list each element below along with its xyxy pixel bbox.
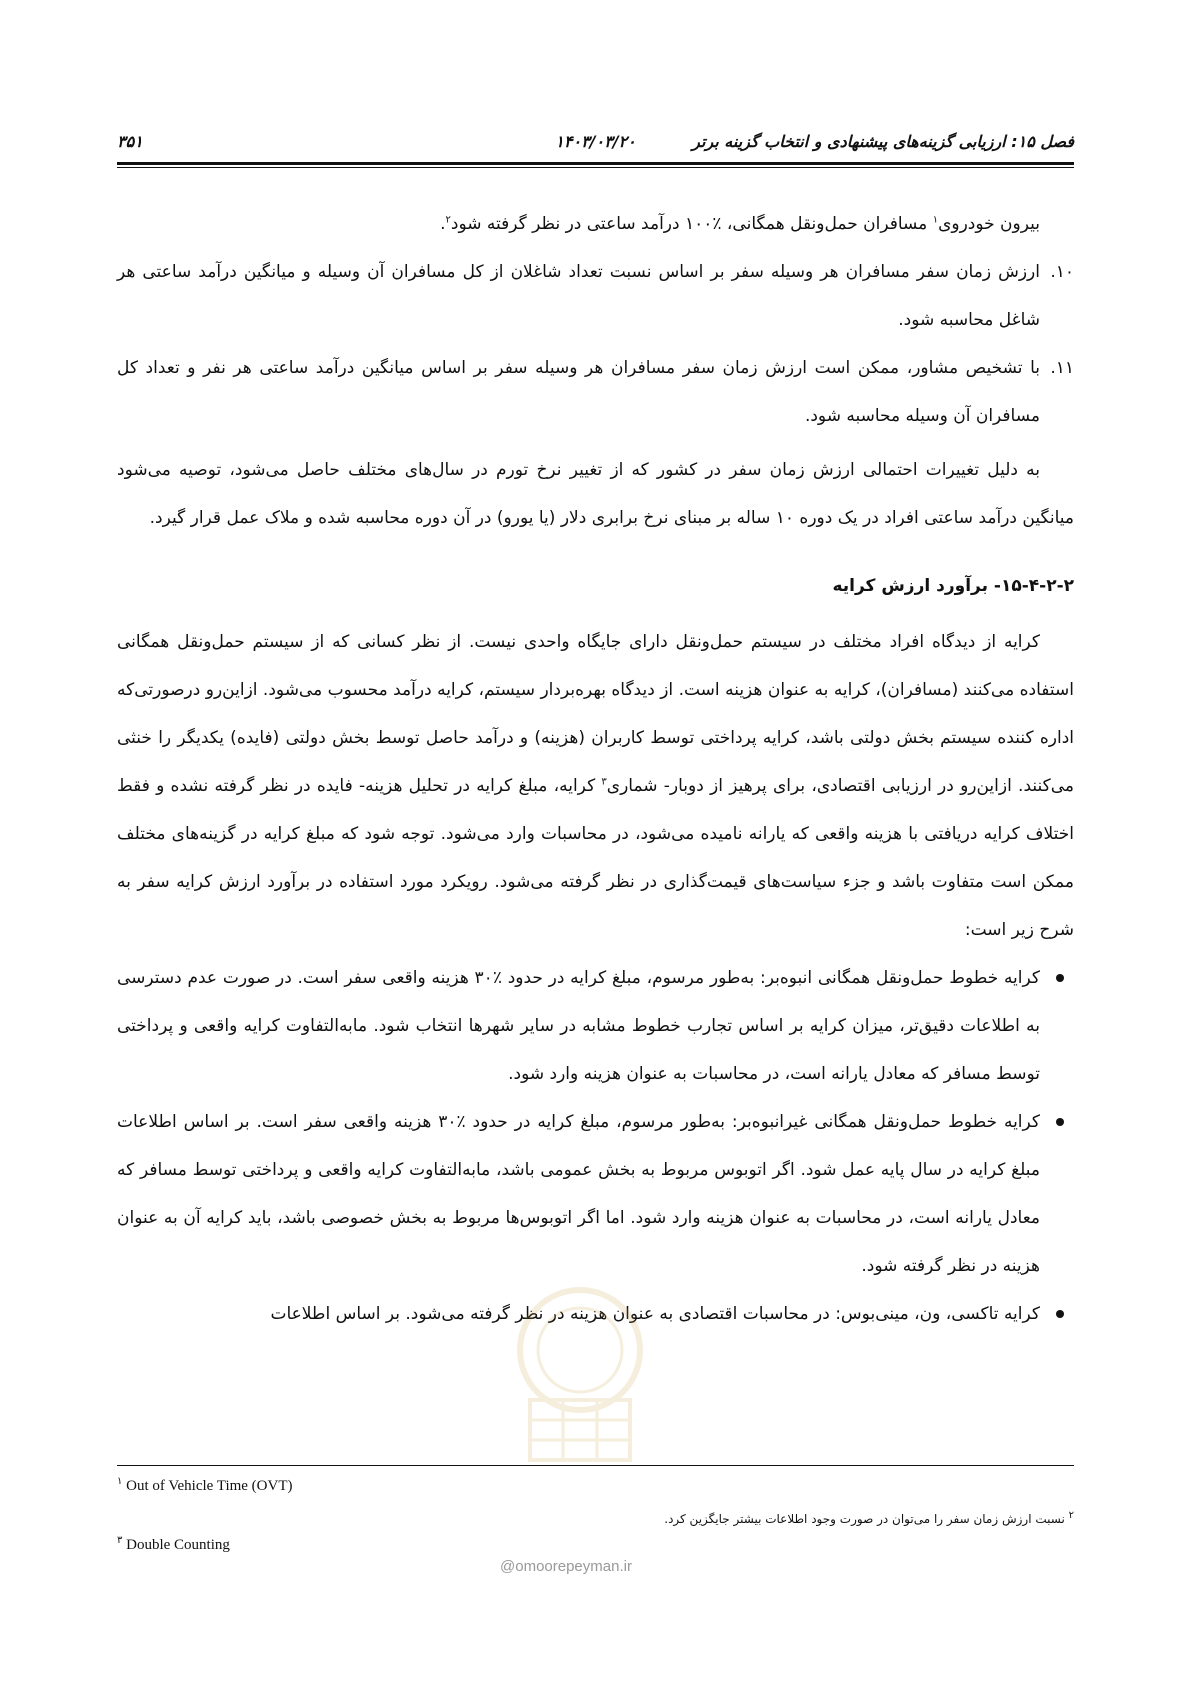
numbered-list [117, 248, 1074, 440]
bullet-icon [1056, 974, 1064, 982]
bullet-item: کرایه تاکسی، ون، مینی‌بوس: در محاسبات اقتصادی به عنوان هزینه در نظر گرفته می‌شود. بر اساس اطلاعات [117, 1290, 1074, 1338]
bullet-icon [1056, 1118, 1064, 1126]
footnote-rule [117, 1465, 1074, 1466]
footnote-3: $^۳$ Double Counting [117, 1535, 230, 1553]
footnote-2: $^۲$ نسبت ارزش زمان سفر را می‌توان در صورت وجود اطلاعات بیشتر جایگزین کرد. [664, 1510, 1074, 1526]
item-text: ارزش زمان سفر مسافران هر وسیله سفر بر اساس نسبت تعداد شاغلان از کل مسافران آن وسیله و میانگین درآمد ساعتی هر شاغل محاسبه شود. [117, 262, 1040, 330]
watermark-seal-icon [490, 1280, 670, 1480]
item-text: با تشخیص مشاور، ممکن است ارزش زمان سفر مسافران هر وسیله سفر بر اساس میانگین درآمد ساعتی هر نفر و تعداد کل مسافران آن وسیله محاسبه شود. [117, 358, 1040, 426]
bullet-item: کرایه خطوط حمل‌ونقل همگانی انبوه‌بر: به‌طور مرسوم، مبلغ کرایه در حدود ٪۳۰ هزینه واقعی سفر است. در صورت عدم دسترسی به اطلاعات دقیق‌تر، میزان کرایه بر اساس تجارب خطوط مشابه در سایر شهرها انتخاب شود. مابه‌التفاوت کرایه واقعی و پرداختی توسط مسافر که معادل یارانه است، در محاسبات به عنوان هزینه وارد شود. [117, 954, 1074, 1098]
header-rule [117, 162, 1074, 165]
list-item [117, 344, 1074, 440]
paragraph: به دلیل تغییرات احتمالی ارزش زمان سفر در کشور که از تغییر نرخ تورم در سال‌های مختلف حاصل می‌شود، توصیه می‌شود میانگین درآمد ساعتی افراد در یک دوره ۱۰ ساله بر مبنای نرخ برابری دلار (یا یورو) در آن دوره محاسبه شده و ملاک عمل قرار گیرد. [117, 460, 1074, 528]
bullet-icon [1056, 1310, 1064, 1318]
bullet-item: کرایه خطوط حمل‌ونقل همگانی غیرانبوه‌بر: به‌طور مرسوم، مبلغ کرایه در حدود ٪۳۰ هزینه واقعی سفر است. بر اساس اطلاعات مبلغ کرایه در سال پایه عمل شود. اگر اتوبوس مربوط به بخش عمومی باشد، مابه‌التفاوت کرایه واقعی و پرداختی توسط مسافر که معادل یارانه است، در محاسبات به عنوان هزینه وارد شود. اما اگر اتوبوس‌ها مربوط به بخش خصوصی باشد، باید کرایه آن به عنوان هزینه در نظر گرفته شود. [117, 1098, 1074, 1290]
footnote-ref-1[interactable]: ۱ [932, 214, 939, 226]
header-rule-thin [117, 167, 1074, 168]
watermark-site: @omoorepeyman.ir [500, 1558, 632, 1575]
continued-item: بیرون خودروی$^۱$ مسافران حمل‌ونقل همگانی، ٪۱۰۰ درآمد ساعتی در نظر گرفته شود$^۲$. [440, 214, 1040, 234]
footnote-ref-3[interactable]: ۳ [601, 776, 607, 788]
list-item [117, 248, 1074, 344]
item-number: ۱۰. [1050, 262, 1074, 282]
paragraph: کرایه از دیدگاه افراد مختلف در سیستم حمل‌ونقل دارای جایگاه واحدی نیست. از نظر کسانی که از سیستم حمل‌ونقل همگانی استفاده می‌کنند (مسافران)، کرایه به عنوان هزینه است. از دیدگاه بهره‌بردار سیستم، کرایه درآمد محسوب می‌شود. ازاین‌رو درصورتی‌که اداره کننده سیستم بخش دولتی باشد، کرایه پرداختی توسط کاربران (هزینه) و درآمد حاصل توسط بخش دولتی (فایده) یکدیگر را خنثی می‌کنند. ازاین‌رو در ارزیابی اقتصادی، برای پرهیز از دوبار- شماری$^۳$ کرایه، مبلغ کرایه در تحلیل هزینه- فایده در نظر گرفته نشده و فقط اختلاف کرایه دریافتی با هزینه واقعی که یارانه نامیده می‌شود، در محاسبات وارد می‌شود. توجه شود که مبلغ کرایه در گزینه‌های مختلف ممکن است متفاوت باشد و جزء سیاست‌های قیمت‌گذاری در نظر گرفته می‌شود. رویکرد مورد استفاده در برآورد ارزش کرایه سفر به شرح زیر است: [117, 632, 1074, 940]
footnote-ref-2[interactable]: ۲ [445, 214, 451, 226]
section-heading: ۱۵-۴-۲-۲- برآورد ارزش کرایه [832, 576, 1074, 596]
body-text [117, 200, 1074, 1338]
page-header [117, 128, 1074, 158]
header-date: ۱۴۰۳/۰۳/۲۰ [555, 132, 636, 151]
footnote-1: $^۱$ Out of Vehicle Time (OVT) [117, 1476, 293, 1494]
page-number: ۳۵۱ [117, 132, 143, 151]
item-number: ۱۱. [1050, 358, 1074, 378]
chapter-title: فصل ۱۵: ارزیابی گزینه‌های پیشنهادی و انتخاب گزینه برتر [692, 132, 1074, 151]
